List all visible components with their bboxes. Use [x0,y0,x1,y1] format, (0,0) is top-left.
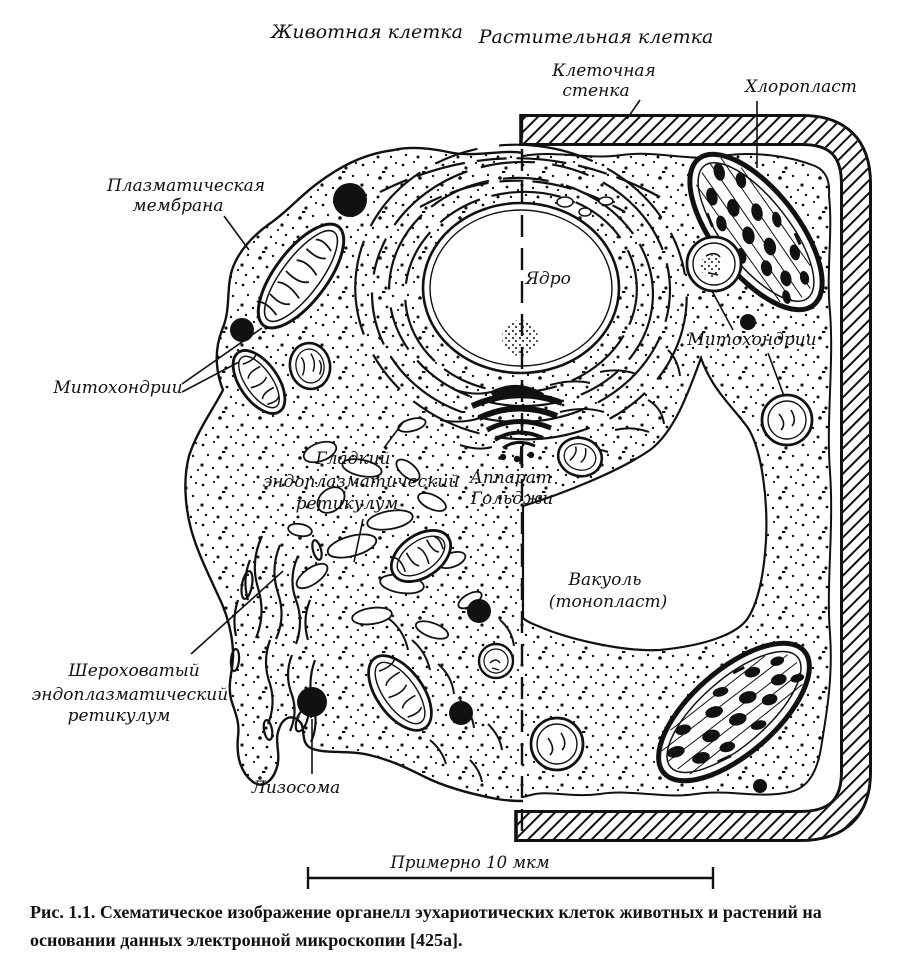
mitochondrion [531,718,583,770]
label-cell-wall: Клеточная [552,61,656,81]
lysosome-labeled [297,687,327,717]
label-chloroplast: Хлоропласт [745,77,857,97]
label-vacuole: (тонопласт) [548,592,668,612]
label-plasma-membrane: мембрана [132,196,224,216]
label-nucleus: Ядро [525,269,571,289]
label-plasma-membrane: Плазматическая [106,176,266,196]
leader-plasma-membrane [224,216,249,250]
label-smooth-er: ретикулум [295,494,399,514]
figure-caption: Рис. 1.1. Схематическое изображение органелл эухариотических клеток животных и растений на основании данных электронной микроскопии [425a]. [30,902,822,950]
label-smooth-er: Гладкий [315,449,391,469]
label-animal-cell: Животная клетка [271,21,463,43]
label-vacuole: Вакуоль [568,570,642,590]
label-smooth-er: эндоплазматический [262,472,460,492]
label-rough-er: эндоплазматический [31,685,229,705]
label-lysosome: Лизосома [251,778,341,798]
mitochondrion [687,237,741,291]
label-golgi: Аппарат [469,468,553,488]
mitochondrion [479,644,513,678]
label-plant-cell: Растительная клетка [478,26,714,48]
label-cell-wall: стенка [562,81,630,101]
nucleolus [502,320,538,356]
label-rough-er: ретикулум [67,706,171,726]
label-rough-er: Шероховатый [68,661,200,681]
label-mitochondria-left: Митохондрии [53,378,183,398]
mitochondrion [762,395,812,445]
label-mitochondria-right: Митохондрии [687,330,817,350]
scale-bar-label: Примерно 10 мкм [390,853,550,872]
label-golgi: Гольджи [470,489,554,509]
leader-golgi [520,446,521,464]
